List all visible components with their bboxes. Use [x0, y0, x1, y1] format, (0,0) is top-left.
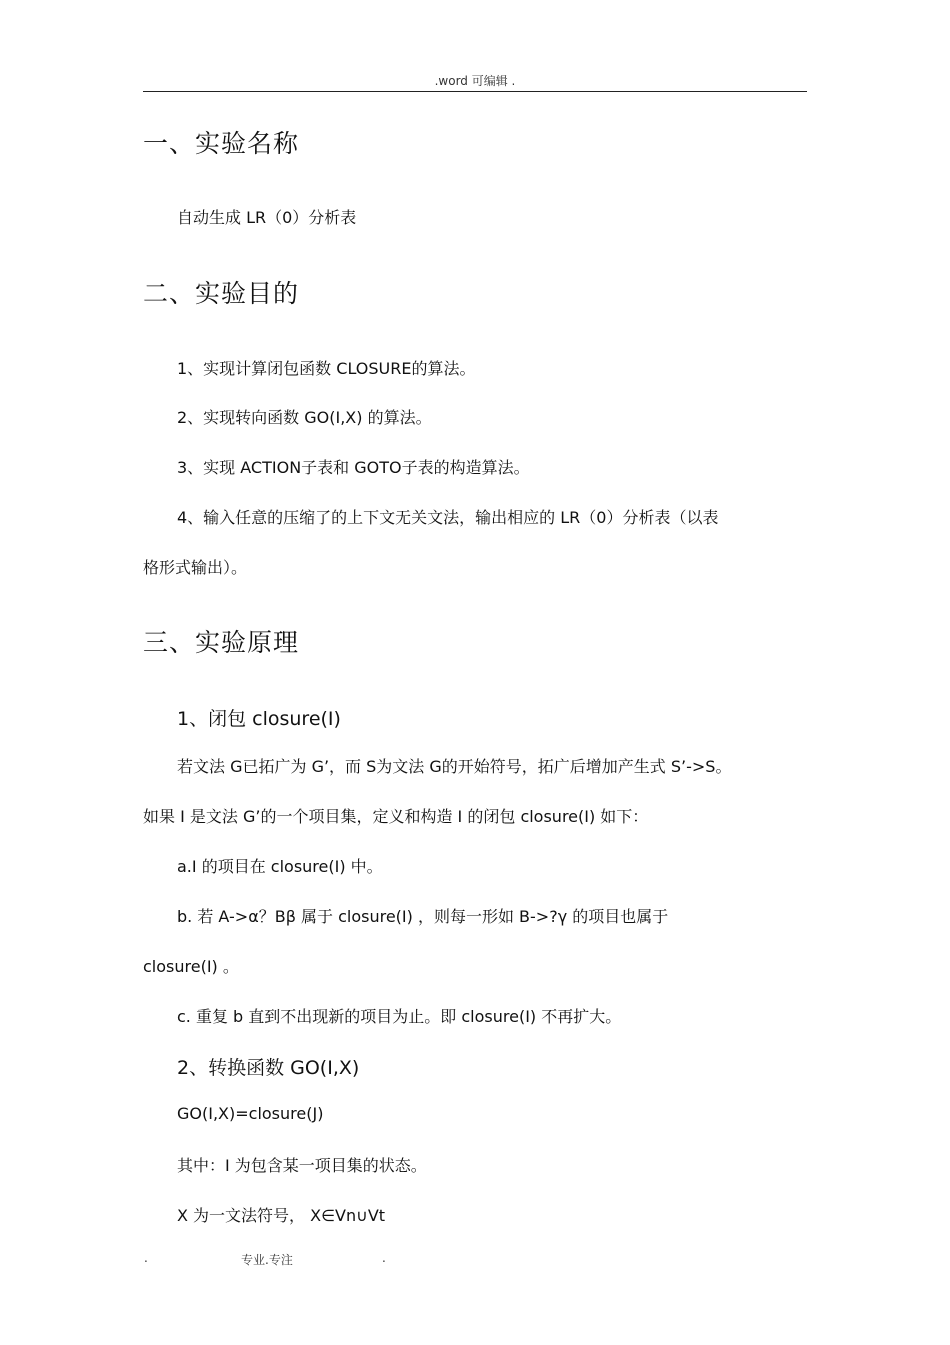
purpose-item-2: 2、实现转向函数 GO(I,X) 的算法。 — [177, 408, 432, 427]
footer-right-dot: . — [382, 1251, 386, 1265]
purpose-item-4-continued: 格形式输出）。 — [143, 558, 248, 577]
closure-rule-c: c. 重复 b 直到不出现新的项目为止。即 closure(I) 不再扩大。 — [177, 1007, 622, 1026]
closure-paragraph-line-2: 如果 I 是文法 G’的一个项目集，定义和构造 I 的闭包 closure(I) 如下： — [143, 807, 649, 826]
go-where-i: 其中：I 为包含某一项目集的状态。 — [177, 1156, 427, 1175]
subheading-go-function: 2、转换函数 GO(I,X) — [177, 1057, 360, 1079]
header-rule — [143, 91, 807, 92]
footer-left-dot: . — [144, 1251, 148, 1265]
closure-paragraph-line-1: 若文法 G已拓广为 G’，而 S为文法 G的开始符号，拓广后增加产生式 S’->S。 — [177, 757, 732, 776]
closure-rule-b-continued: closure(I) 。 — [143, 957, 239, 976]
closure-rule-b: b. 若 A->α？Bβ 属于 closure(I) ，则每一形如 B->?γ 的项目也属于 — [177, 907, 669, 926]
section-heading-principle: 三、实验原理 — [143, 628, 300, 657]
purpose-item-3: 3、实现 ACTION子表和 GOTO子表的构造算法。 — [177, 458, 530, 477]
section-heading-name: 一、实验名称 — [143, 129, 300, 158]
go-formula: GO(I,X)=closure(J) — [177, 1104, 324, 1123]
go-where-x: X 为一文法符号， X∈Vn∪Vt — [177, 1206, 386, 1225]
purpose-item-4: 4、输入任意的压缩了的上下文无关文法，输出相应的 LR（0）分析表（以表 — [177, 508, 719, 527]
section-heading-purpose: 二、实验目的 — [143, 279, 300, 308]
purpose-item-1: 1、实现计算闭包函数 CLOSURE的算法。 — [177, 359, 476, 378]
page-header: .word 可编辑 . — [434, 74, 516, 88]
experiment-name-text: 自动生成 LR（0）分析表 — [177, 208, 357, 227]
subheading-closure: 1、闭包 closure(I) — [177, 708, 341, 730]
footer-center-text: 专业.专注 — [241, 1253, 293, 1267]
closure-rule-a: a.I 的项目在 closure(I) 中。 — [177, 857, 383, 876]
